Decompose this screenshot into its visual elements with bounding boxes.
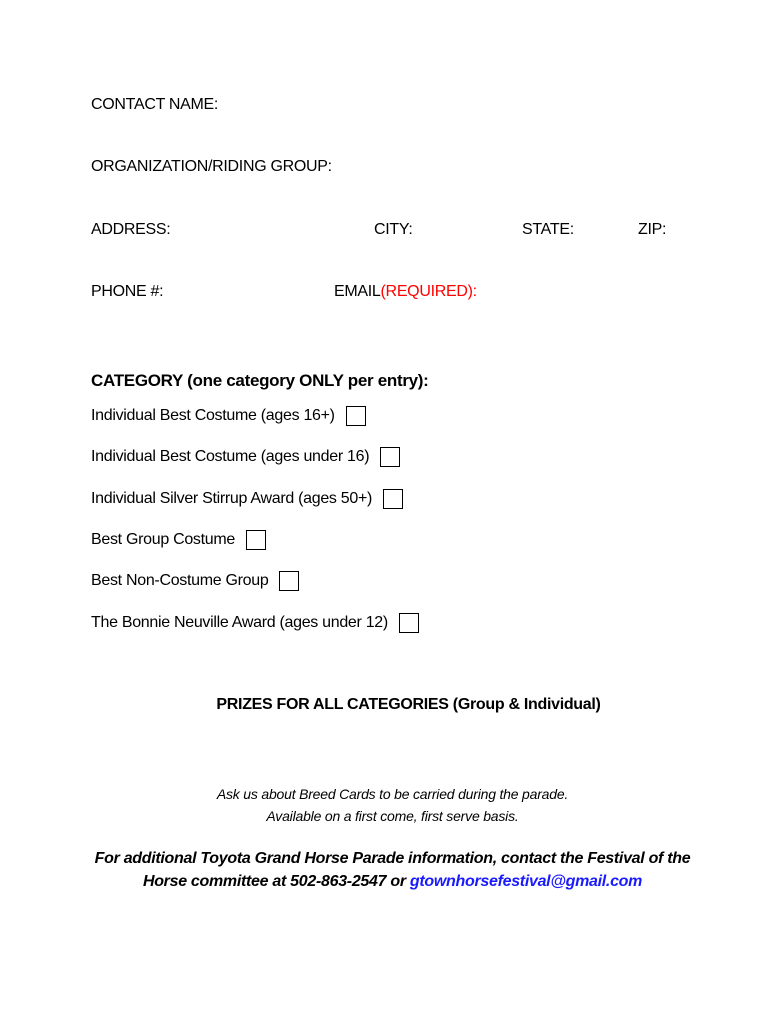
category-checkbox[interactable] xyxy=(346,406,366,426)
breed-cards-line-2: Available on a first come, first serve basis. xyxy=(266,808,519,824)
breed-cards-line-1: Ask us about Breed Cards to be carried during the parade. xyxy=(216,786,569,802)
zip-label: ZIP: xyxy=(638,221,667,238)
prizes-notice: PRIZES FOR ALL CATEGORIES (Group & Individual) xyxy=(216,696,601,713)
category-checkbox[interactable] xyxy=(383,489,403,509)
category-option xyxy=(91,487,403,511)
email-required-note: (REQUIRED): xyxy=(380,283,477,300)
category-checkbox[interactable] xyxy=(246,530,266,550)
category-option-label: Individual Best Costume (ages under 16) xyxy=(91,448,370,465)
contact-name-label: CONTACT NAME: xyxy=(91,96,219,113)
contact-email-link[interactable]: gtownhorsefestival@gmail.com xyxy=(409,873,643,890)
email-label-text: EMAIL xyxy=(334,283,381,300)
category-checkbox[interactable] xyxy=(399,613,419,633)
category-option xyxy=(91,528,266,552)
category-option xyxy=(91,569,299,593)
category-option-label: Individual Best Costume (ages 16+) xyxy=(91,407,335,424)
category-heading: CATEGORY (one category ONLY per entry): xyxy=(91,371,429,390)
category-checkbox[interactable] xyxy=(380,447,400,467)
category-checkbox[interactable] xyxy=(279,571,299,591)
category-option xyxy=(91,611,419,635)
category-option-label: The Bonnie Neuville Award (ages under 12) xyxy=(91,614,388,631)
city-label: CITY: xyxy=(374,221,413,238)
address-label: ADDRESS: xyxy=(91,221,171,238)
contact-info-line-2 xyxy=(0,873,770,891)
category-option-label: Best Group Costume xyxy=(91,531,235,548)
contact-info-line-1: For additional Toyota Grand Horse Parade information, contact the Festival of the xyxy=(94,850,691,867)
phone-label: PHONE #: xyxy=(91,283,164,300)
state-label: STATE: xyxy=(522,221,574,238)
contact-info-prefix: Horse committee at 502-863-2547 or xyxy=(142,873,410,890)
email-label xyxy=(334,282,477,302)
category-option-label: Best Non-Costume Group xyxy=(91,572,269,589)
category-option xyxy=(91,445,400,469)
organization-label: ORGANIZATION/RIDING GROUP: xyxy=(91,158,332,175)
category-option-label: Individual Silver Stirrup Award (ages 50+) xyxy=(91,490,373,507)
category-option xyxy=(91,404,366,428)
